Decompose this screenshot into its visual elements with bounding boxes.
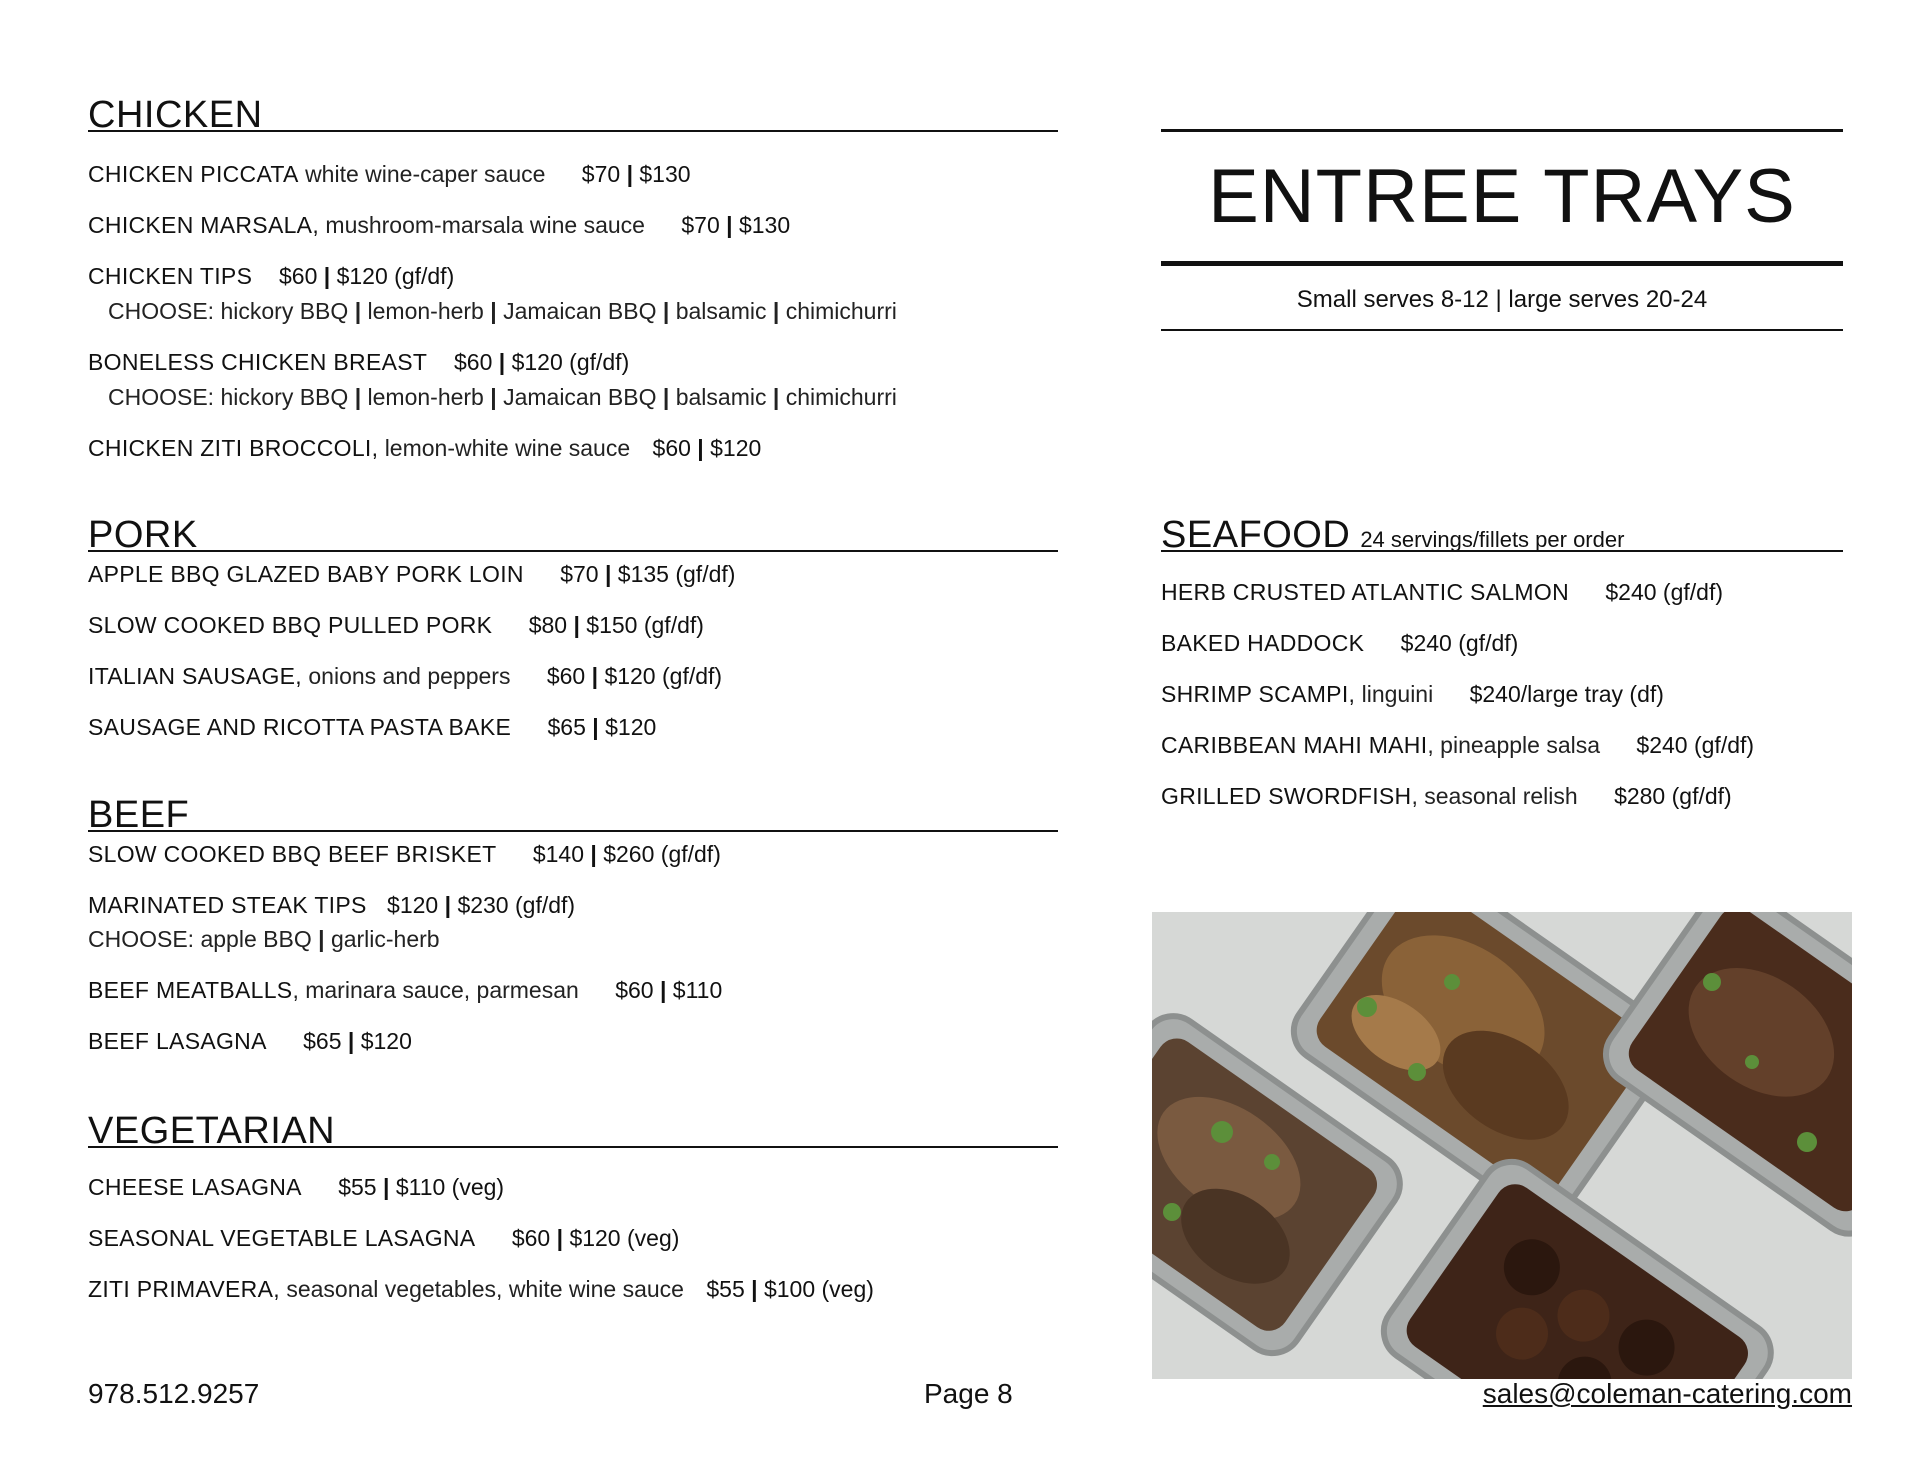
menu-item: CHICKEN PICCATA white wine-caper sauce $70 | $130 — [88, 161, 691, 187]
food-trays-illustration — [1152, 912, 1852, 1379]
menu-item: ITALIAN SAUSAGE, onions and peppers $60 | $120 (gf/df) — [88, 663, 723, 689]
section-title: BEEF — [88, 794, 190, 836]
menu-item: SHRIMP SCAMPI, linguini $240/large tray (df) — [1161, 681, 1664, 707]
menu-item: CHICKEN MARSALA, mushroom-marsala wine sauce $70 | $130 — [88, 212, 791, 238]
section-header — [1161, 512, 1843, 556]
section-header — [88, 512, 1058, 556]
section-header — [88, 792, 1058, 836]
title-rule-mid — [1161, 261, 1843, 266]
footer-page-number: Page 8 — [924, 1378, 1013, 1409]
section-vegetarian — [88, 1108, 1058, 1318]
section-header — [88, 92, 1058, 136]
menu-item: CHICKEN TIPS $60 | $120 (gf/df) — [88, 263, 455, 289]
menu-item: BONELESS CHICKEN BREAST $60 | $120 (gf/df) — [88, 349, 630, 375]
page-title: ENTREE TRAYS — [1208, 154, 1796, 239]
section-note: 24 servings/fillets per order — [1360, 527, 1625, 552]
menu-item: GRILLED SWORDFISH, seasonal relish $280 (gf/df) — [1161, 783, 1732, 809]
section-title: CHICKEN — [88, 94, 263, 136]
section-chicken — [88, 92, 1058, 472]
footer-phone: 978.512.9257 — [88, 1378, 260, 1409]
page-subtitle: Small serves 8-12 | large serves 20-24 — [1296, 286, 1708, 313]
menu-item: APPLE BBQ GLAZED BABY PORK LOIN $70 | $135 (gf/df) — [88, 561, 736, 587]
section-title: VEGETARIAN — [88, 1110, 336, 1152]
menu-item: MARINATED STEAK TIPS $120 | $230 (gf/df) — [88, 892, 576, 918]
menu-item: SLOW COOKED BBQ BEEF BRISKET $140 | $260 (gf/df) — [88, 841, 721, 867]
menu-item: CHICKEN ZITI BROCCOLI, lemon-white wine sauce $60 | $120 — [88, 435, 762, 461]
menu-item: SAUSAGE AND RICOTTA PASTA BAKE $65 | $120 — [88, 714, 657, 740]
title-rule-top — [1161, 129, 1843, 132]
title-rule-bottom — [1161, 329, 1843, 331]
section-seafood — [1161, 512, 1843, 822]
footer-email-link[interactable]: sales@coleman-catering.com — [1482, 1378, 1852, 1409]
menu-item: BEEF MEATBALLS, marinara sauce, parmesan $60 | $110 — [88, 977, 723, 1003]
menu-item: SLOW COOKED BBQ PULLED PORK $80 | $150 (gf/df) — [88, 612, 704, 638]
choose-options: CHOOSE: hickory BBQ | lemon-herb | Jamaican BBQ | balsamic | chimichurri — [108, 298, 897, 324]
menu-item: BEEF LASAGNA $65 | $120 — [88, 1028, 412, 1054]
food-trays-photo — [1152, 912, 1852, 1379]
menu-item: BAKED HADDOCK $240 (gf/df) — [1161, 630, 1519, 656]
section-title: SEAFOOD 24 servings/fillets per order — [1161, 514, 1625, 556]
menu-item: HERB CRUSTED ATLANTIC SALMON $240 (gf/df) — [1161, 579, 1724, 605]
section-title: PORK — [88, 514, 198, 556]
section-header — [88, 1108, 1058, 1152]
section-pork — [88, 512, 1058, 752]
choose-options: CHOOSE: hickory BBQ | lemon-herb | Jamaican BBQ | balsamic | chimichurri — [108, 384, 897, 410]
menu-item: CARIBBEAN MAHI MAHI, pineapple salsa $240 (gf/df) — [1161, 732, 1755, 758]
choose-options: CHOOSE: apple BBQ | garlic-herb — [88, 926, 440, 952]
menu-item: ZITI PRIMAVERA, seasonal vegetables, white wine sauce $55 | $100 (veg) — [88, 1276, 874, 1302]
section-beef — [88, 792, 1058, 1072]
menu-item: SEASONAL VEGETABLE LASAGNA $60 | $120 (veg) — [88, 1225, 680, 1251]
menu-item: CHEESE LASAGNA $55 | $110 (veg) — [88, 1174, 505, 1200]
